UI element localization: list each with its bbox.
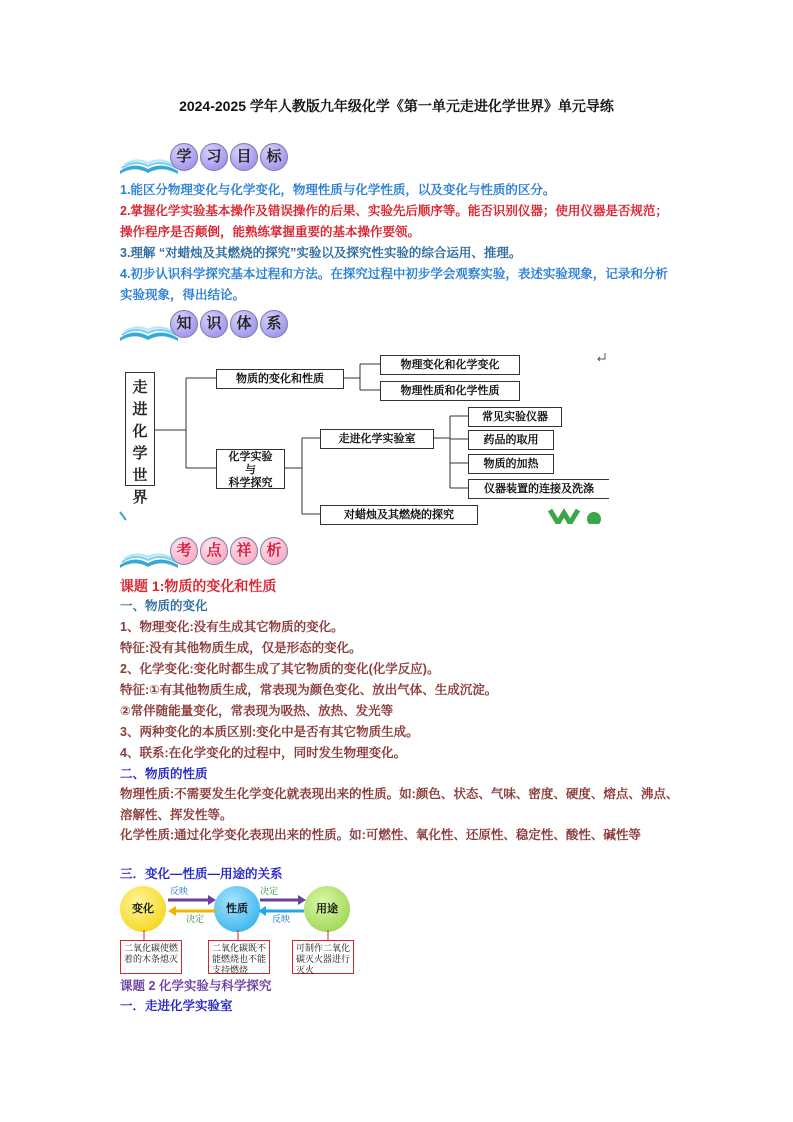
section-changes: 一、物质的变化 xyxy=(120,599,208,613)
topic-1-line: 4、联系:在化学变化的过程中，同时发生物理变化。 xyxy=(120,746,407,760)
goal-3: 3.理解 “对蜡烛及其燃烧的探究”实验以及探究性实验的综合运用、推理。 xyxy=(120,246,522,260)
circle-change: 变化 xyxy=(120,886,166,932)
arrow-label: 反映 xyxy=(170,886,189,896)
tree-leaf-2a1: 常见实验仪器 xyxy=(468,407,562,427)
arrow-label: 反映 xyxy=(272,914,291,924)
tree-leaf-1a: 物理变化和化学变化 xyxy=(380,355,520,375)
physical-properties: 物理性质:不需要发生化学变化就表现出来的性质。如:颜色、状态、气味、密度、硬度、熔点、沸点、溶解性、挥发性等。 xyxy=(120,787,679,822)
topic-1-line: 1、物理变化:没有生成其它物质的变化。 xyxy=(120,620,344,634)
topic-1-line: 2、化学变化:变化时都生成了其它物质的变化(化学反应)。 xyxy=(120,662,440,676)
banner-char: 析 xyxy=(260,537,288,565)
tree-branch-2-line: 与 xyxy=(245,464,256,476)
tree-root xyxy=(125,372,155,506)
banner-char: 习 xyxy=(200,143,228,171)
banner-char: 识 xyxy=(200,310,228,338)
arrow-label: 决定 xyxy=(186,914,205,924)
goal-2: 2.掌握化学实验基本操作及错误操作的后果、实验先后顺序等。能否识别仪器；使用仪器是否规范；操作程序是否颠倒，能熟练掌握重要的基本操作要领。 xyxy=(120,204,668,239)
tree-branch-2-line: 化学实验 xyxy=(228,451,273,463)
example-box-property: 二氧化碳既不能燃烧也不能支持燃烧 xyxy=(208,940,270,974)
topic-1-line: 特征:没有其他物质生成，仅是形态的变化。 xyxy=(120,641,362,655)
topic-1-line: 3、两种变化的本质区别:变化中是否有其它物质生成。 xyxy=(120,725,419,739)
section-lab: 一．走进化学实验室 xyxy=(120,999,233,1013)
banner-char: 考 xyxy=(170,537,198,565)
topic-1-heading: 课题 1:物质的变化和性质 xyxy=(120,578,277,594)
topic-1-line: ②常伴随能量变化，常表现为吸热、放热、发光等 xyxy=(120,704,394,718)
arrow-label: 决定 xyxy=(260,886,279,896)
circle-property: 性质 xyxy=(214,886,260,932)
topic-2-heading: 课题 2 化学实验与科学探究 xyxy=(120,979,272,993)
banner-knowledge-system xyxy=(118,310,293,344)
banner-char: 点 xyxy=(200,537,228,565)
tree-leaf-1b: 物理性质和化学性质 xyxy=(380,381,520,401)
example-box-use: 可制作二氧化碳灭火器进行灭火 xyxy=(292,940,354,974)
goal-1: 1.能区分物理变化与化学变化，物理性质与化学性质，以及变化与性质的区分。 xyxy=(120,183,556,197)
return-mark-icon xyxy=(596,353,608,363)
banner-char: 目 xyxy=(230,143,258,171)
chemical-properties: 化学性质:通过化学变化表现出来的性质。如:可燃性、氧化性、还原性、稳定性、酸性、碱性等 xyxy=(120,828,641,842)
tree-root-label: 走进化学世界 xyxy=(132,379,148,506)
banner-char: 祥 xyxy=(230,537,258,565)
tree-branch-2 xyxy=(216,449,285,489)
tree-leaf-2a4: 仪器装置的连接及洗涤 xyxy=(468,479,609,499)
page-title: 2024-2025 学年人教版九年级化学《第一单元走进化学世界》单元导练 xyxy=(179,98,614,114)
decorative-watermark-fragment xyxy=(548,508,608,524)
tree-branch-2-line: 科学探究 xyxy=(228,477,273,489)
tree-sub-2b: 对蜡烛及其燃烧的探究 xyxy=(320,505,478,525)
banner-key-points xyxy=(118,537,293,571)
tree-leaf-2a2: 药品的取用 xyxy=(468,430,554,450)
tree-sub-2a: 走进化学实验室 xyxy=(320,429,434,449)
banner-char: 知 xyxy=(170,310,198,338)
banner-char: 系 xyxy=(260,310,288,338)
example-box-change: 二氧化碳使燃着的木条熄灭 xyxy=(120,940,182,974)
banner-learning-goals xyxy=(118,143,293,177)
tree-leaf-2a3: 物质的加热 xyxy=(468,454,554,474)
banner-char: 体 xyxy=(230,310,258,338)
banner-char: 学 xyxy=(170,143,198,171)
tree-branch-1: 物质的变化和性质 xyxy=(216,369,344,389)
section-properties: 二、物质的性质 xyxy=(120,767,208,781)
section-relation: 三．变化—性质—用途的关系 xyxy=(120,867,283,881)
decorative-mark-icon xyxy=(118,510,128,522)
goal-4: 4.初步认识科学探究基本过程和方法。在探究过程中初步学会观察实验，表述实验现象，记录和分析实验现象，得出结论。 xyxy=(120,267,668,302)
circle-use: 用途 xyxy=(304,886,350,932)
banner-char: 标 xyxy=(260,143,288,171)
topic-1-line: 特征:①有其他物质生成，常表现为颜色变化、放出气体、生成沉淀。 xyxy=(120,683,498,697)
